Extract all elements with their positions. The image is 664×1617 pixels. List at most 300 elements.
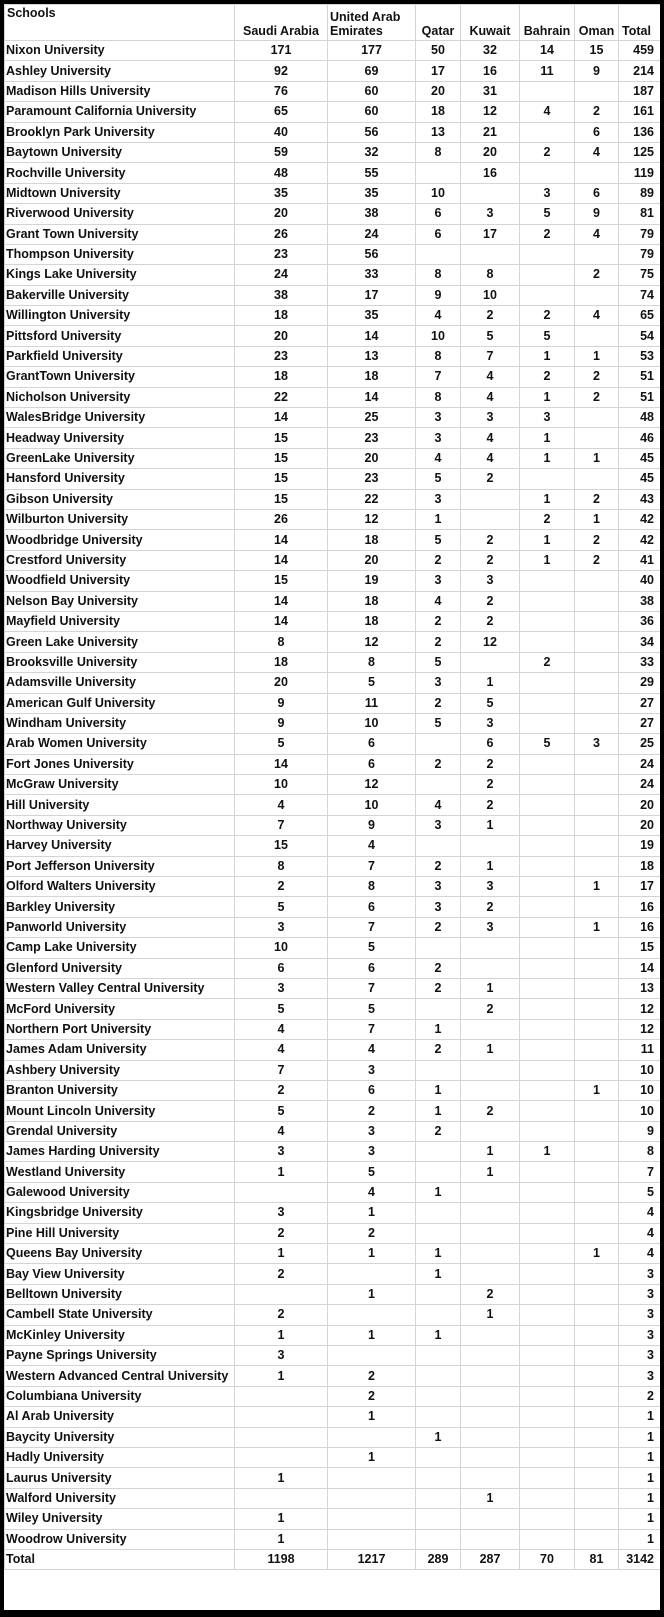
cell-saudi-arabia[interactable]: 5 — [235, 897, 328, 917]
cell-oman[interactable]: 2 — [575, 489, 619, 509]
cell-oman[interactable] — [575, 1468, 619, 1488]
cell-oman[interactable]: 2 — [575, 367, 619, 387]
cell-uae[interactable] — [328, 1346, 416, 1366]
cell-qatar[interactable]: 2 — [416, 754, 461, 774]
cell-bahrain[interactable] — [520, 1121, 575, 1141]
cell-total[interactable]: 46 — [619, 428, 661, 448]
cell-qatar[interactable] — [416, 1142, 461, 1162]
cell-saudi-arabia[interactable]: 92 — [235, 61, 328, 81]
cell-bahrain[interactable] — [520, 1325, 575, 1345]
cell-oman[interactable] — [575, 1121, 619, 1141]
cell-total[interactable]: 74 — [619, 285, 661, 305]
cell-bahrain[interactable]: 2 — [520, 142, 575, 162]
cell-kuwait[interactable]: 2 — [461, 1284, 520, 1304]
cell-bahrain[interactable] — [520, 1447, 575, 1467]
cell-qatar[interactable]: 3 — [416, 673, 461, 693]
cell-uae[interactable]: 3 — [328, 1121, 416, 1141]
cell-bahrain[interactable] — [520, 244, 575, 264]
cell-saudi-arabia[interactable]: 7 — [235, 815, 328, 835]
cell-total[interactable]: 2 — [619, 1386, 661, 1406]
cell-total[interactable]: 119 — [619, 163, 661, 183]
cell-oman[interactable] — [575, 713, 619, 733]
cell-saudi-arabia[interactable]: 76 — [235, 81, 328, 101]
cell-saudi-arabia[interactable]: 1 — [235, 1325, 328, 1345]
cell-bahrain[interactable]: 1 — [520, 448, 575, 468]
cell-total[interactable]: 15 — [619, 938, 661, 958]
cell-saudi-arabia[interactable]: 14 — [235, 550, 328, 570]
cell-total[interactable]: 10 — [619, 1080, 661, 1100]
cell-uae[interactable]: 4 — [328, 1040, 416, 1060]
cell-qatar[interactable] — [416, 1284, 461, 1304]
cell-saudi-arabia[interactable]: 5 — [235, 734, 328, 754]
total-bahrain[interactable]: 70 — [520, 1549, 575, 1569]
cell-uae[interactable]: 5 — [328, 938, 416, 958]
cell-saudi-arabia[interactable]: 20 — [235, 204, 328, 224]
cell-school-name[interactable]: Mayfield University — [5, 611, 235, 631]
cell-oman[interactable] — [575, 1264, 619, 1284]
cell-school-name[interactable]: Northern Port University — [5, 1019, 235, 1039]
cell-total[interactable]: 4 — [619, 1244, 661, 1264]
cell-total[interactable]: 24 — [619, 754, 661, 774]
cell-oman[interactable]: 1 — [575, 509, 619, 529]
cell-bahrain[interactable] — [520, 1060, 575, 1080]
cell-school-name[interactable]: Nicholson University — [5, 387, 235, 407]
cell-oman[interactable] — [575, 938, 619, 958]
cell-total[interactable]: 29 — [619, 673, 661, 693]
cell-school-name[interactable]: Riverwood University — [5, 204, 235, 224]
cell-kuwait[interactable]: 5 — [461, 326, 520, 346]
cell-oman[interactable] — [575, 611, 619, 631]
cell-total[interactable]: 45 — [619, 448, 661, 468]
cell-oman[interactable] — [575, 632, 619, 652]
cell-school-name[interactable]: Fort Jones University — [5, 754, 235, 774]
cell-qatar[interactable]: 1 — [416, 509, 461, 529]
cell-qatar[interactable]: 50 — [416, 41, 461, 61]
cell-saudi-arabia[interactable]: 3 — [235, 978, 328, 998]
total-kuwait[interactable]: 287 — [461, 1549, 520, 1569]
cell-oman[interactable] — [575, 81, 619, 101]
cell-kuwait[interactable]: 2 — [461, 611, 520, 631]
cell-saudi-arabia[interactable]: 15 — [235, 836, 328, 856]
cell-total[interactable]: 3 — [619, 1305, 661, 1325]
cell-bahrain[interactable] — [520, 1366, 575, 1386]
cell-oman[interactable]: 3 — [575, 734, 619, 754]
cell-saudi-arabia[interactable]: 14 — [235, 591, 328, 611]
cell-bahrain[interactable] — [520, 469, 575, 489]
cell-oman[interactable] — [575, 591, 619, 611]
cell-uae[interactable]: 12 — [328, 509, 416, 529]
cell-kuwait[interactable]: 4 — [461, 428, 520, 448]
cell-kuwait[interactable]: 3 — [461, 877, 520, 897]
cell-total[interactable]: 136 — [619, 122, 661, 142]
cell-uae[interactable]: 10 — [328, 795, 416, 815]
cell-oman[interactable] — [575, 428, 619, 448]
cell-saudi-arabia[interactable]: 23 — [235, 244, 328, 264]
cell-qatar[interactable]: 4 — [416, 448, 461, 468]
cell-school-name[interactable]: Kings Lake University — [5, 265, 235, 285]
cell-total[interactable]: 79 — [619, 244, 661, 264]
cell-qatar[interactable] — [416, 1346, 461, 1366]
cell-bahrain[interactable] — [520, 1182, 575, 1202]
cell-kuwait[interactable] — [461, 1386, 520, 1406]
cell-qatar[interactable]: 8 — [416, 265, 461, 285]
cell-bahrain[interactable]: 1 — [520, 346, 575, 366]
cell-school-name[interactable]: Barkley University — [5, 897, 235, 917]
cell-qatar[interactable]: 3 — [416, 897, 461, 917]
cell-bahrain[interactable] — [520, 938, 575, 958]
cell-saudi-arabia[interactable]: 48 — [235, 163, 328, 183]
cell-oman[interactable]: 2 — [575, 387, 619, 407]
cell-school-name[interactable]: Hadly University — [5, 1447, 235, 1467]
cell-saudi-arabia[interactable]: 15 — [235, 448, 328, 468]
cell-uae[interactable]: 55 — [328, 163, 416, 183]
cell-saudi-arabia[interactable]: 4 — [235, 1040, 328, 1060]
cell-total[interactable]: 5 — [619, 1182, 661, 1202]
cell-oman[interactable] — [575, 1284, 619, 1304]
cell-qatar[interactable]: 17 — [416, 61, 461, 81]
cell-qatar[interactable]: 2 — [416, 917, 461, 937]
cell-oman[interactable]: 1 — [575, 877, 619, 897]
cell-bahrain[interactable] — [520, 285, 575, 305]
cell-qatar[interactable]: 2 — [416, 693, 461, 713]
cell-kuwait[interactable] — [461, 1366, 520, 1386]
cell-kuwait[interactable] — [461, 1182, 520, 1202]
cell-bahrain[interactable] — [520, 713, 575, 733]
cell-bahrain[interactable] — [520, 999, 575, 1019]
cell-uae[interactable]: 69 — [328, 61, 416, 81]
cell-qatar[interactable]: 1 — [416, 1264, 461, 1284]
cell-uae[interactable]: 7 — [328, 1019, 416, 1039]
cell-kuwait[interactable]: 1 — [461, 1488, 520, 1508]
cell-uae[interactable]: 6 — [328, 1080, 416, 1100]
cell-kuwait[interactable]: 2 — [461, 754, 520, 774]
cell-kuwait[interactable] — [461, 1468, 520, 1488]
cell-school-name[interactable]: Bakerville University — [5, 285, 235, 305]
cell-uae[interactable]: 56 — [328, 244, 416, 264]
cell-saudi-arabia[interactable]: 59 — [235, 142, 328, 162]
cell-saudi-arabia[interactable]: 1 — [235, 1366, 328, 1386]
cell-saudi-arabia[interactable]: 3 — [235, 1203, 328, 1223]
cell-kuwait[interactable]: 1 — [461, 1142, 520, 1162]
cell-uae[interactable]: 60 — [328, 81, 416, 101]
cell-saudi-arabia[interactable] — [235, 1407, 328, 1427]
cell-kuwait[interactable]: 12 — [461, 632, 520, 652]
cell-saudi-arabia[interactable]: 10 — [235, 775, 328, 795]
cell-total[interactable]: 1 — [619, 1407, 661, 1427]
cell-saudi-arabia[interactable]: 14 — [235, 408, 328, 428]
cell-saudi-arabia[interactable]: 15 — [235, 469, 328, 489]
cell-oman[interactable]: 2 — [575, 530, 619, 550]
cell-total[interactable]: 54 — [619, 326, 661, 346]
cell-oman[interactable] — [575, 244, 619, 264]
cell-total[interactable]: 24 — [619, 775, 661, 795]
cell-school-name[interactable]: Parkfield University — [5, 346, 235, 366]
cell-saudi-arabia[interactable]: 5 — [235, 1101, 328, 1121]
cell-total[interactable]: 20 — [619, 815, 661, 835]
cell-uae[interactable]: 177 — [328, 41, 416, 61]
cell-oman[interactable]: 15 — [575, 41, 619, 61]
cell-qatar[interactable] — [416, 1162, 461, 1182]
cell-qatar[interactable]: 1 — [416, 1019, 461, 1039]
cell-saudi-arabia[interactable]: 2 — [235, 1223, 328, 1243]
cell-bahrain[interactable] — [520, 611, 575, 631]
cell-total[interactable]: 41 — [619, 550, 661, 570]
cell-uae[interactable]: 2 — [328, 1366, 416, 1386]
cell-kuwait[interactable] — [461, 958, 520, 978]
cell-school-name[interactable]: Madison Hills University — [5, 81, 235, 101]
cell-kuwait[interactable] — [461, 1223, 520, 1243]
cell-school-name[interactable]: Paramount California University — [5, 102, 235, 122]
cell-uae[interactable] — [328, 1488, 416, 1508]
cell-oman[interactable] — [575, 673, 619, 693]
cell-kuwait[interactable]: 2 — [461, 775, 520, 795]
cell-bahrain[interactable] — [520, 897, 575, 917]
cell-qatar[interactable]: 10 — [416, 326, 461, 346]
cell-uae[interactable]: 13 — [328, 346, 416, 366]
cell-saudi-arabia[interactable]: 14 — [235, 530, 328, 550]
cell-saudi-arabia[interactable]: 2 — [235, 1305, 328, 1325]
cell-kuwait[interactable]: 2 — [461, 795, 520, 815]
cell-kuwait[interactable] — [461, 489, 520, 509]
total-grand[interactable]: 3142 — [619, 1549, 661, 1569]
cell-total[interactable]: 34 — [619, 632, 661, 652]
cell-kuwait[interactable] — [461, 509, 520, 529]
cell-school-name[interactable]: Northway University — [5, 815, 235, 835]
total-label[interactable]: Total — [5, 1549, 235, 1569]
cell-uae[interactable]: 1 — [328, 1325, 416, 1345]
cell-total[interactable]: 8 — [619, 1142, 661, 1162]
cell-bahrain[interactable] — [520, 265, 575, 285]
cell-saudi-arabia[interactable]: 2 — [235, 1264, 328, 1284]
cell-bahrain[interactable] — [520, 917, 575, 937]
cell-uae[interactable]: 35 — [328, 306, 416, 326]
cell-total[interactable]: 13 — [619, 978, 661, 998]
cell-qatar[interactable] — [416, 1529, 461, 1549]
cell-saudi-arabia[interactable]: 18 — [235, 306, 328, 326]
cell-school-name[interactable]: Grant Town University — [5, 224, 235, 244]
cell-oman[interactable]: 4 — [575, 306, 619, 326]
cell-qatar[interactable]: 1 — [416, 1427, 461, 1447]
cell-total[interactable]: 1 — [619, 1509, 661, 1529]
cell-uae[interactable] — [328, 1468, 416, 1488]
cell-uae[interactable]: 7 — [328, 978, 416, 998]
cell-qatar[interactable] — [416, 244, 461, 264]
cell-school-name[interactable]: Baycity University — [5, 1427, 235, 1447]
cell-saudi-arabia[interactable]: 9 — [235, 713, 328, 733]
cell-total[interactable]: 214 — [619, 61, 661, 81]
cell-total[interactable]: 459 — [619, 41, 661, 61]
cell-qatar[interactable] — [416, 1386, 461, 1406]
cell-bahrain[interactable]: 1 — [520, 428, 575, 448]
cell-oman[interactable]: 1 — [575, 1080, 619, 1100]
cell-uae[interactable]: 6 — [328, 754, 416, 774]
cell-school-name[interactable]: Panworld University — [5, 917, 235, 937]
cell-total[interactable]: 19 — [619, 836, 661, 856]
cell-uae[interactable]: 1 — [328, 1284, 416, 1304]
cell-uae[interactable]: 19 — [328, 571, 416, 591]
cell-uae[interactable]: 5 — [328, 999, 416, 1019]
cell-saudi-arabia[interactable]: 3 — [235, 1346, 328, 1366]
cell-oman[interactable] — [575, 856, 619, 876]
cell-oman[interactable]: 2 — [575, 102, 619, 122]
cell-uae[interactable]: 18 — [328, 591, 416, 611]
cell-kuwait[interactable]: 12 — [461, 102, 520, 122]
cell-uae[interactable] — [328, 1305, 416, 1325]
cell-bahrain[interactable] — [520, 1529, 575, 1549]
header-oman[interactable]: Oman — [575, 5, 619, 41]
cell-school-name[interactable]: Payne Springs University — [5, 1346, 235, 1366]
cell-qatar[interactable]: 3 — [416, 408, 461, 428]
cell-bahrain[interactable] — [520, 163, 575, 183]
cell-total[interactable]: 161 — [619, 102, 661, 122]
cell-oman[interactable] — [575, 652, 619, 672]
cell-total[interactable]: 10 — [619, 1060, 661, 1080]
cell-school-name[interactable]: Grendal University — [5, 1121, 235, 1141]
cell-saudi-arabia[interactable]: 1 — [235, 1162, 328, 1182]
cell-saudi-arabia[interactable]: 4 — [235, 1121, 328, 1141]
cell-total[interactable]: 42 — [619, 509, 661, 529]
cell-uae[interactable]: 18 — [328, 530, 416, 550]
cell-school-name[interactable]: Kingsbridge University — [5, 1203, 235, 1223]
cell-qatar[interactable] — [416, 938, 461, 958]
cell-total[interactable]: 89 — [619, 183, 661, 203]
cell-school-name[interactable]: Woodrow University — [5, 1529, 235, 1549]
cell-school-name[interactable]: Nixon University — [5, 41, 235, 61]
cell-school-name[interactable]: Arab Women University — [5, 734, 235, 754]
cell-uae[interactable]: 4 — [328, 1182, 416, 1202]
cell-saudi-arabia[interactable]: 20 — [235, 673, 328, 693]
total-saudi-arabia[interactable]: 1198 — [235, 1549, 328, 1569]
cell-school-name[interactable]: Wilburton University — [5, 509, 235, 529]
cell-bahrain[interactable] — [520, 775, 575, 795]
cell-total[interactable]: 1 — [619, 1427, 661, 1447]
cell-kuwait[interactable] — [461, 183, 520, 203]
cell-kuwait[interactable]: 2 — [461, 530, 520, 550]
cell-school-name[interactable]: Ashbery University — [5, 1060, 235, 1080]
cell-school-name[interactable]: Glenford University — [5, 958, 235, 978]
cell-school-name[interactable]: Olford Walters University — [5, 877, 235, 897]
cell-saudi-arabia[interactable]: 4 — [235, 1019, 328, 1039]
cell-qatar[interactable]: 2 — [416, 550, 461, 570]
cell-uae[interactable]: 8 — [328, 652, 416, 672]
cell-school-name[interactable]: McFord University — [5, 999, 235, 1019]
cell-bahrain[interactable]: 2 — [520, 224, 575, 244]
cell-qatar[interactable]: 9 — [416, 285, 461, 305]
cell-uae[interactable]: 38 — [328, 204, 416, 224]
cell-bahrain[interactable] — [520, 1101, 575, 1121]
cell-kuwait[interactable] — [461, 1121, 520, 1141]
cell-bahrain[interactable] — [520, 1203, 575, 1223]
cell-saudi-arabia[interactable]: 3 — [235, 1142, 328, 1162]
cell-qatar[interactable]: 2 — [416, 632, 461, 652]
cell-kuwait[interactable] — [461, 1447, 520, 1467]
cell-uae[interactable]: 56 — [328, 122, 416, 142]
cell-oman[interactable]: 1 — [575, 346, 619, 366]
cell-uae[interactable]: 1 — [328, 1407, 416, 1427]
cell-school-name[interactable]: Wiley University — [5, 1509, 235, 1529]
cell-uae[interactable]: 4 — [328, 836, 416, 856]
cell-qatar[interactable]: 1 — [416, 1101, 461, 1121]
cell-school-name[interactable]: Cambell State University — [5, 1305, 235, 1325]
cell-uae[interactable]: 11 — [328, 693, 416, 713]
cell-qatar[interactable] — [416, 1223, 461, 1243]
cell-school-name[interactable]: Green Lake University — [5, 632, 235, 652]
cell-uae[interactable]: 23 — [328, 469, 416, 489]
cell-kuwait[interactable]: 17 — [461, 224, 520, 244]
cell-qatar[interactable]: 2 — [416, 856, 461, 876]
cell-kuwait[interactable]: 2 — [461, 550, 520, 570]
cell-qatar[interactable] — [416, 1509, 461, 1529]
cell-kuwait[interactable]: 2 — [461, 591, 520, 611]
cell-school-name[interactable]: Mount Lincoln University — [5, 1101, 235, 1121]
cell-oman[interactable] — [575, 1060, 619, 1080]
cell-school-name[interactable]: Windham University — [5, 713, 235, 733]
cell-total[interactable]: 14 — [619, 958, 661, 978]
cell-total[interactable]: 38 — [619, 591, 661, 611]
cell-saudi-arabia[interactable]: 14 — [235, 754, 328, 774]
cell-oman[interactable] — [575, 1203, 619, 1223]
cell-saudi-arabia[interactable]: 35 — [235, 183, 328, 203]
cell-total[interactable]: 9 — [619, 1121, 661, 1141]
cell-kuwait[interactable]: 16 — [461, 163, 520, 183]
cell-uae[interactable]: 14 — [328, 326, 416, 346]
cell-school-name[interactable]: Columbiana University — [5, 1386, 235, 1406]
cell-qatar[interactable] — [416, 1366, 461, 1386]
cell-qatar[interactable]: 5 — [416, 713, 461, 733]
cell-uae[interactable]: 6 — [328, 897, 416, 917]
cell-uae[interactable] — [328, 1529, 416, 1549]
cell-saudi-arabia[interactable] — [235, 1182, 328, 1202]
cell-kuwait[interactable]: 3 — [461, 917, 520, 937]
cell-total[interactable]: 36 — [619, 611, 661, 631]
cell-bahrain[interactable] — [520, 1162, 575, 1182]
cell-bahrain[interactable] — [520, 673, 575, 693]
cell-uae[interactable]: 2 — [328, 1223, 416, 1243]
cell-kuwait[interactable]: 7 — [461, 346, 520, 366]
header-total[interactable]: Total — [619, 5, 661, 41]
cell-total[interactable]: 187 — [619, 81, 661, 101]
cell-bahrain[interactable] — [520, 591, 575, 611]
cell-qatar[interactable]: 1 — [416, 1182, 461, 1202]
cell-kuwait[interactable]: 20 — [461, 142, 520, 162]
cell-saudi-arabia[interactable]: 23 — [235, 346, 328, 366]
cell-qatar[interactable]: 8 — [416, 142, 461, 162]
cell-oman[interactable] — [575, 285, 619, 305]
cell-uae[interactable]: 60 — [328, 102, 416, 122]
cell-saudi-arabia[interactable]: 3 — [235, 917, 328, 937]
cell-qatar[interactable]: 6 — [416, 204, 461, 224]
cell-bahrain[interactable] — [520, 1509, 575, 1529]
cell-oman[interactable] — [575, 1509, 619, 1529]
cell-bahrain[interactable]: 1 — [520, 550, 575, 570]
cell-kuwait[interactable] — [461, 244, 520, 264]
cell-school-name[interactable]: James Adam University — [5, 1040, 235, 1060]
cell-school-name[interactable]: Harvey University — [5, 836, 235, 856]
cell-school-name[interactable]: Willington University — [5, 306, 235, 326]
cell-oman[interactable]: 2 — [575, 265, 619, 285]
header-qatar[interactable]: Qatar — [416, 5, 461, 41]
cell-bahrain[interactable] — [520, 795, 575, 815]
cell-oman[interactable]: 9 — [575, 204, 619, 224]
cell-total[interactable]: 3 — [619, 1325, 661, 1345]
cell-total[interactable]: 79 — [619, 224, 661, 244]
cell-saudi-arabia[interactable]: 22 — [235, 387, 328, 407]
header-uae[interactable]: United Arab Emirates — [328, 5, 416, 41]
cell-uae[interactable]: 32 — [328, 142, 416, 162]
cell-kuwait[interactable]: 21 — [461, 122, 520, 142]
cell-school-name[interactable]: Western Advanced Central University — [5, 1366, 235, 1386]
cell-school-name[interactable]: McKinley University — [5, 1325, 235, 1345]
